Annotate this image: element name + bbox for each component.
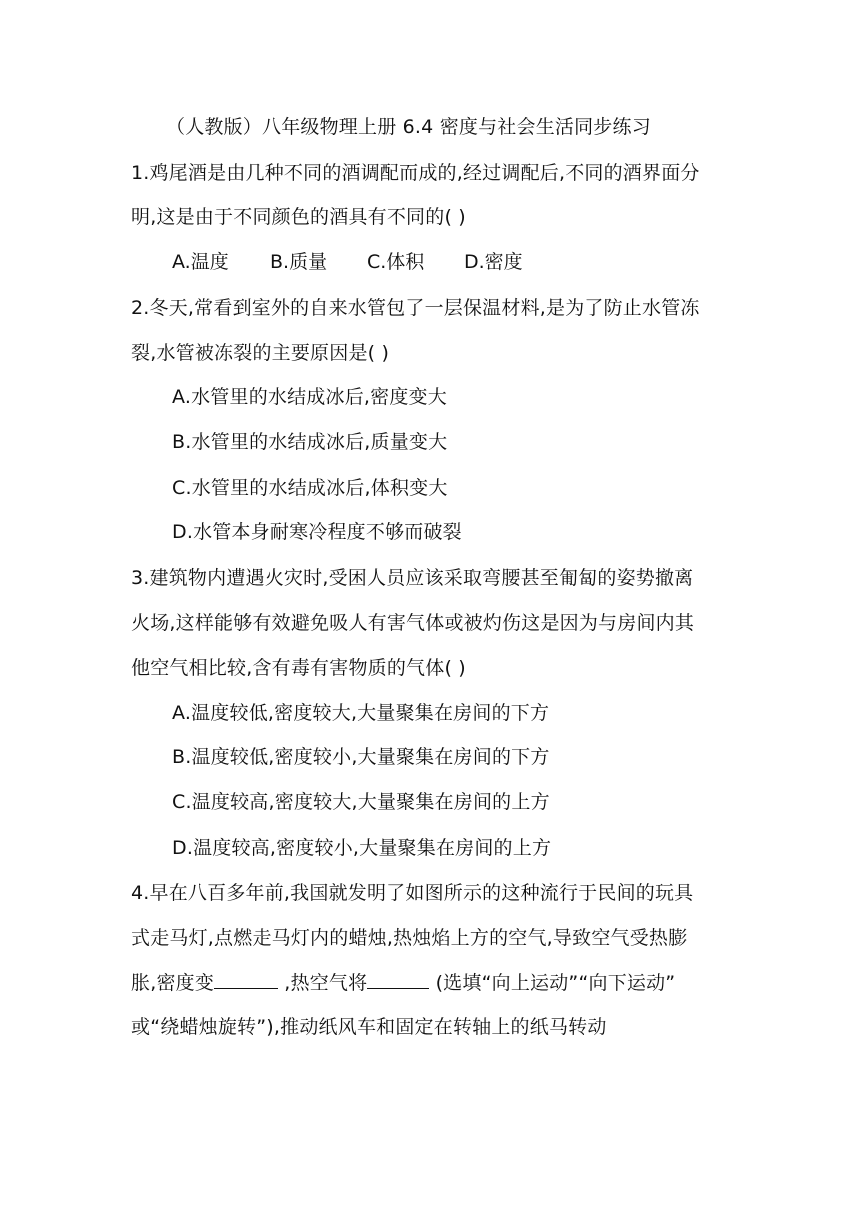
question-2-option-a: A.水管里的水结成冰后,密度变大 (172, 386, 447, 408)
question-1-option-c: C.体积 (367, 251, 425, 273)
question-3-option-c: C.温度较高,密度较大,大量聚集在房间的上方 (172, 791, 550, 813)
question-2-line-1: 2.冬天,常看到室外的自来水管包了一层保温材料,是为了防止水管冻 (131, 297, 700, 319)
question-1-option-b: B.质量 (270, 251, 328, 273)
answer-blank-2[interactable] (367, 970, 429, 989)
question-4-line-1: 4.早在八百多年前,我国就发明了如图所示的这种流行于民间的玩具 (131, 882, 694, 904)
question-2-option-d: D.水管本身耐寒冷程度不够而破裂 (172, 521, 462, 543)
question-4-text-c: (选填“向上运动”“向下运动” (429, 972, 676, 994)
question-3-option-b: B.温度较低,密度较小,大量聚集在房间的下方 (172, 746, 550, 768)
question-1-line-2: 明,这是由于不同颜色的酒具有不同的( ) (131, 206, 466, 228)
question-1-option-a: A.温度 (172, 251, 229, 273)
question-3-option-a: A.温度较低,密度较大,大量聚集在房间的下方 (172, 702, 550, 724)
question-1-option-d: D.密度 (464, 251, 523, 273)
page-title: （人教版）八年级物理上册 6.4 密度与社会生活同步练习 (166, 116, 651, 138)
question-4-text-b: ,热空气将 (278, 972, 368, 994)
question-2-option-c: C.水管里的水结成冰后,体积变大 (172, 477, 448, 499)
answer-blank-1[interactable] (214, 970, 278, 989)
question-4-line-2: 式走马灯,点燃走马灯内的蜡烛,热烛焰上方的空气,导致空气受热膨 (131, 927, 688, 949)
question-3-line-2: 火场,这样能够有效避免吸人有害气体或被灼伤这是因为与房间内其 (131, 612, 695, 634)
question-1-line-1: 1.鸡尾酒是由几种不同的酒调配而成的,经过调配后,不同的酒界面分 (131, 162, 700, 184)
question-2-line-2: 裂,水管被冻裂的主要原因是( ) (131, 342, 390, 364)
question-1-options (172, 249, 523, 275)
question-4-line-3 (131, 970, 675, 996)
question-4-text-a: 胀,密度变 (131, 972, 215, 994)
question-3-line-1: 3.建筑物内遭遇火灾时,受困人员应该采取弯腰甚至匍匐的姿势撤离 (131, 567, 694, 589)
question-3-line-3: 他空气相比较,含有毒有害物质的气体( ) (131, 657, 466, 679)
question-4-line-4: 或“绕蜡烛旋转”),推动纸风车和固定在转轴上的纸马转动 (131, 1016, 607, 1038)
question-3-option-d: D.温度较高,密度较小,大量聚集在房间的上方 (172, 837, 552, 859)
question-2-option-b: B.水管里的水结成冰后,质量变大 (172, 431, 448, 453)
